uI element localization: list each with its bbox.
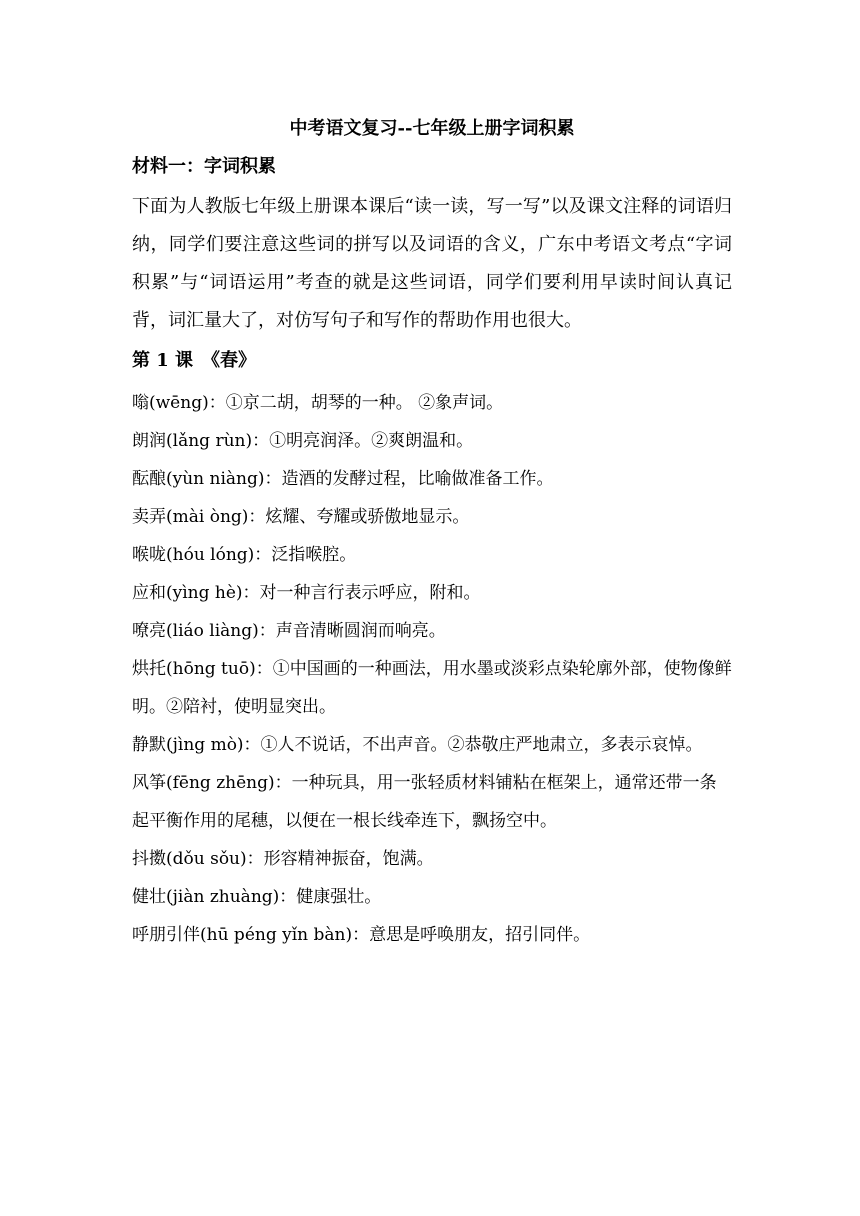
vocab-entry: 风筝(fēng zhēng)：一种玩具，用一张轻质材料铺粘在框架上，通常还带一条起平衡作用的尾穗，以便在一根长线牵连下，飘扬空中。 [132, 773, 717, 831]
vocab-entry: 嘹亮(liáo liàng)：声音清晰圆润而响亮。 [132, 621, 446, 641]
vocab-entry: 呼朋引伴(hū péng yǐn bàn)：意思是呼唤朋友，招引同伴。 [132, 925, 591, 945]
vocab-entry: 烘托(hōng tuō)：①中国画的一种画法，用水墨或淡彩点染轮廓外部，使物像鲜明。②陪衬，使明显突出。 [132, 659, 732, 717]
vocab-entry: 应和(yìng hè)：对一种言行表示呼应，附和。 [132, 583, 481, 603]
vocab-entry: 喉咙(hóu lóng)：泛指喉腔。 [132, 545, 357, 565]
vocab-entry: 嗡(wēng)：①京二胡，胡琴的一种。 ②象声词。 [132, 393, 504, 413]
section-heading: 材料一：字词积累 [132, 156, 276, 177]
vocab-entry: 抖擞(dǒu sǒu)：形容精神振奋，饱满。 [132, 849, 434, 869]
vocab-entry: 酝酿(yùn niàng)：造酒的发酵过程，比喻做准备工作。 [132, 469, 554, 489]
vocab-entry: 静默(jìng mò)：①人不说话，不出声音。②恭敬庄严地肃立，多表示哀悼。 [132, 735, 703, 755]
vocab-entry: 朗润(lǎng rùn)：①明亮润泽。②爽朗温和。 [132, 431, 474, 451]
lesson-heading: 第 1 课 《春》 [132, 350, 257, 371]
document-page [132, 114, 732, 954]
vocabulary-list [132, 384, 732, 954]
intro-paragraph: 下面为人教版七年级上册课本课后“读一读，写一写”以及课文注释的词语归纳，同学们要注意这些词的拼写以及词语的含义，广东中考语文考点“字词积累”与“词语运用”考查的就是这些词语，同学们要利用早读时间认真记背，词汇量大了，对仿写句子和写作的帮助作用也很大。 [132, 196, 732, 331]
vocab-entry: 卖弄(mài òng)：炫耀、夸耀或骄傲地显示。 [132, 507, 470, 527]
document-title: 中考语文复习--七年级上册字词积累 [289, 118, 575, 139]
vocab-entry: 健壮(jiàn zhuàng)：健康强壮。 [132, 887, 382, 907]
